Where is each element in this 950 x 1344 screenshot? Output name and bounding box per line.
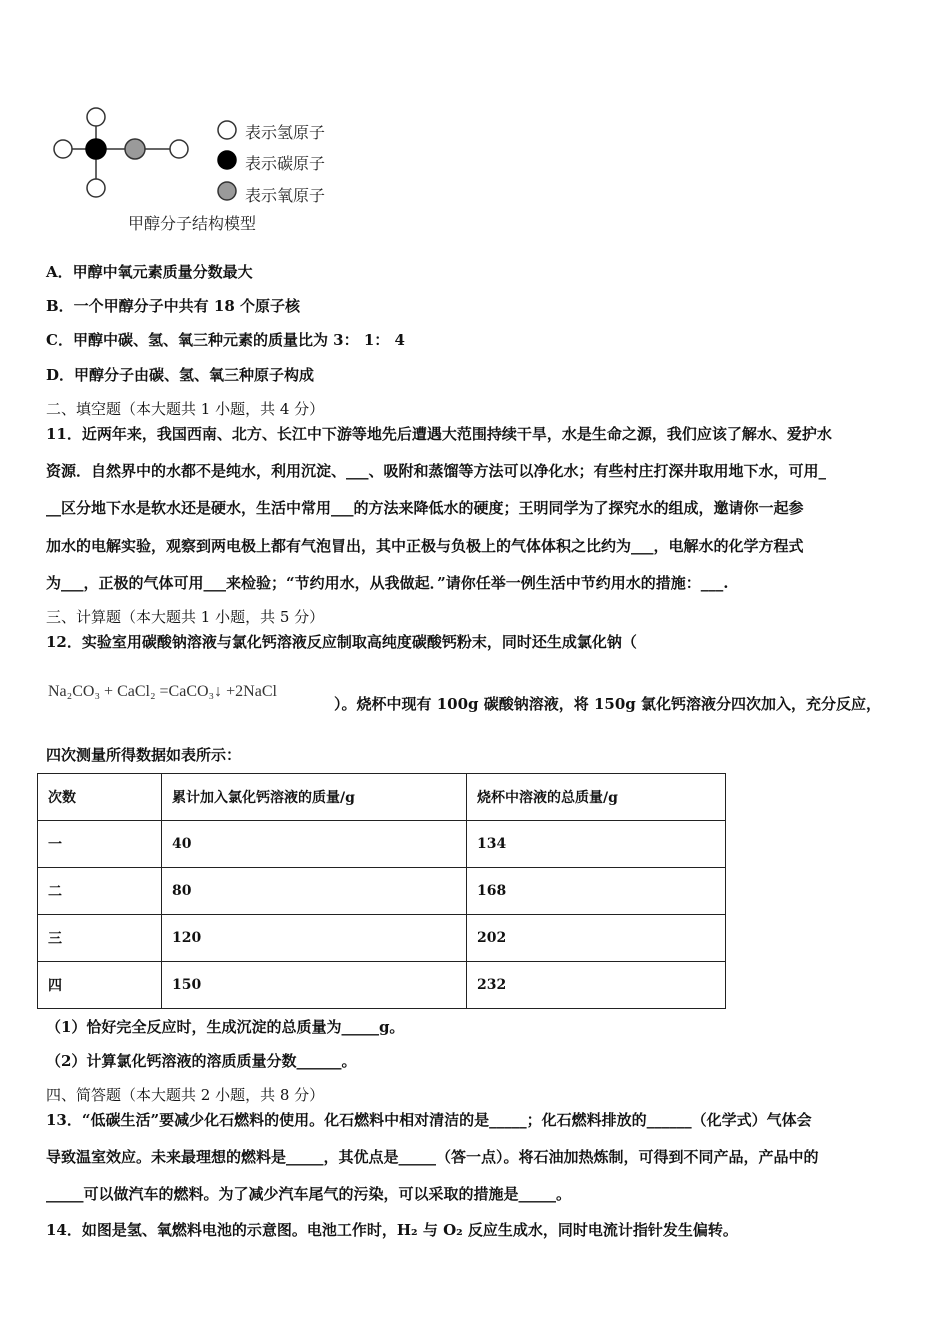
section-4-title: 四、简答题（本大题共 2 小题，共 8 分） [46, 1086, 325, 1104]
table-cell: 232 [467, 962, 726, 1009]
table-header: 累计加入氯化钙溶液的质量/g [162, 774, 467, 821]
table-header: 次数 [38, 774, 162, 821]
carbon-atom [86, 139, 106, 159]
q12-sub-2: （2）计算氯化钙溶液的溶质质量分数______。 [46, 1052, 357, 1070]
table-cell: 40 [162, 821, 467, 868]
methanol-molecule-diagram [40, 100, 200, 210]
table-cell: 168 [467, 868, 726, 915]
reaction-equation: Na₂CO₃ + CaCl₂ =CaCO₃↓ +2NaCl [48, 683, 277, 700]
option-b: B．一个甲醇分子中共有 18 个原子核 [46, 297, 300, 315]
q11-line-3: __区分地下水是软水还是硬水，生活中常用___的方法来降低水的硬度；王明同学为了探究水的组成，邀请你一起参 [46, 499, 804, 517]
q14-line: 14．如图是氢、氧燃料电池的示意图。电池工作时，H₂ 与 O₂ 反应生成水，同时电流计指针发生偏转。 [46, 1221, 738, 1239]
option-a: A．甲醇中氧元素质量分数最大 [46, 263, 253, 281]
q11-line-5: 为___，正极的气体可用___来检验；“节约用水，从我做起．”请你任举一例生活中节约用水的措施：___. [46, 574, 729, 592]
legend-carbon-label: 表示碳原子 [245, 154, 326, 173]
table-cell: 150 [162, 962, 467, 1009]
q12-line-2: ）。烧杯中现有 100g 碳酸钠溶液，将 150g 氯化钙溶液分四次加入，充分反应， [334, 695, 881, 713]
diagram-caption: 甲醇分子结构模型 [128, 214, 257, 233]
legend-hydrogen-icon [216, 119, 238, 141]
q11-line-2: 资源．自然界中的水都不是纯水，利用沉淀、___、吸附和蒸馏等方法可以净化水；有些村庄打深井取用地下水，可用_ [46, 462, 827, 480]
hydrogen-atom [170, 140, 188, 158]
table-cell: 80 [162, 868, 467, 915]
hydrogen-atom [87, 108, 105, 126]
q12-line-1: 12．实验室用碳酸钠溶液与氯化钙溶液反应制取高纯度碳酸钙粉末，同时还生成氯化钠（ [46, 633, 637, 651]
table-cell: 134 [467, 821, 726, 868]
q12-sub-1: （1）恰好完全反应时，生成沉淀的总质量为_____g。 [46, 1018, 405, 1036]
table-row [38, 915, 726, 962]
table-row [38, 962, 726, 1009]
table-row [38, 821, 726, 868]
table-cell: 202 [467, 915, 726, 962]
legend-carbon-icon [216, 149, 238, 171]
section-2-title: 二、填空题（本大题共 1 小题，共 4 分） [46, 400, 325, 418]
hydrogen-atom [87, 179, 105, 197]
table-header: 烧杯中溶液的总质量/g [467, 774, 726, 821]
q12-line-3: 四次测量所得数据如表所示： [46, 746, 242, 764]
table-header-row [38, 774, 726, 821]
table-cell: 一 [38, 821, 162, 868]
q13-line-3: _____可以做汽车的燃料。为了减少汽车尾气的污染，可以采取的措施是_____。 [46, 1185, 572, 1203]
q11-line-4: 加水的电解实验，观察到两电极上都有气泡冒出，其中正极与负极上的气体体积之比约为___，电解水的化学方程式 [46, 537, 804, 555]
legend-hydrogen-label: 表示氢原子 [245, 123, 326, 142]
table-cell: 四 [38, 962, 162, 1009]
option-c: C．甲醇中碳、氢、氧三种元素的质量比为 3： 1： 4 [46, 331, 405, 349]
table-cell: 二 [38, 868, 162, 915]
table-cell: 120 [162, 915, 467, 962]
section-3-title: 三、计算题（本大题共 1 小题，共 5 分） [46, 608, 325, 626]
hydrogen-atom [54, 140, 72, 158]
table-cell: 三 [38, 915, 162, 962]
legend-oxygen-label: 表示氧原子 [245, 186, 326, 205]
data-table [37, 773, 726, 1009]
q11-line-1: 11．近两年来，我国西南、北方、长江中下游等地先后遭遇大范围持续干旱，水是生命之源，我们应该了解水、爱护水 [46, 425, 832, 443]
table-row [38, 868, 726, 915]
q13-line-2: 导致温室效应。未来最理想的燃料是_____，其优点是_____（答一点）。将石油加热炼制，可得到不同产品，产品中的 [46, 1148, 819, 1166]
q13-line-1: 13．“低碳生活”要减少化石燃料的使用。化石燃料中相对清洁的是_____；化石燃料排放的______（化学式）气体会 [46, 1111, 812, 1129]
legend-oxygen-icon [216, 180, 238, 202]
oxygen-atom [125, 139, 145, 159]
option-d: D．甲醇分子由碳、氢、氧三种原子构成 [46, 366, 315, 384]
